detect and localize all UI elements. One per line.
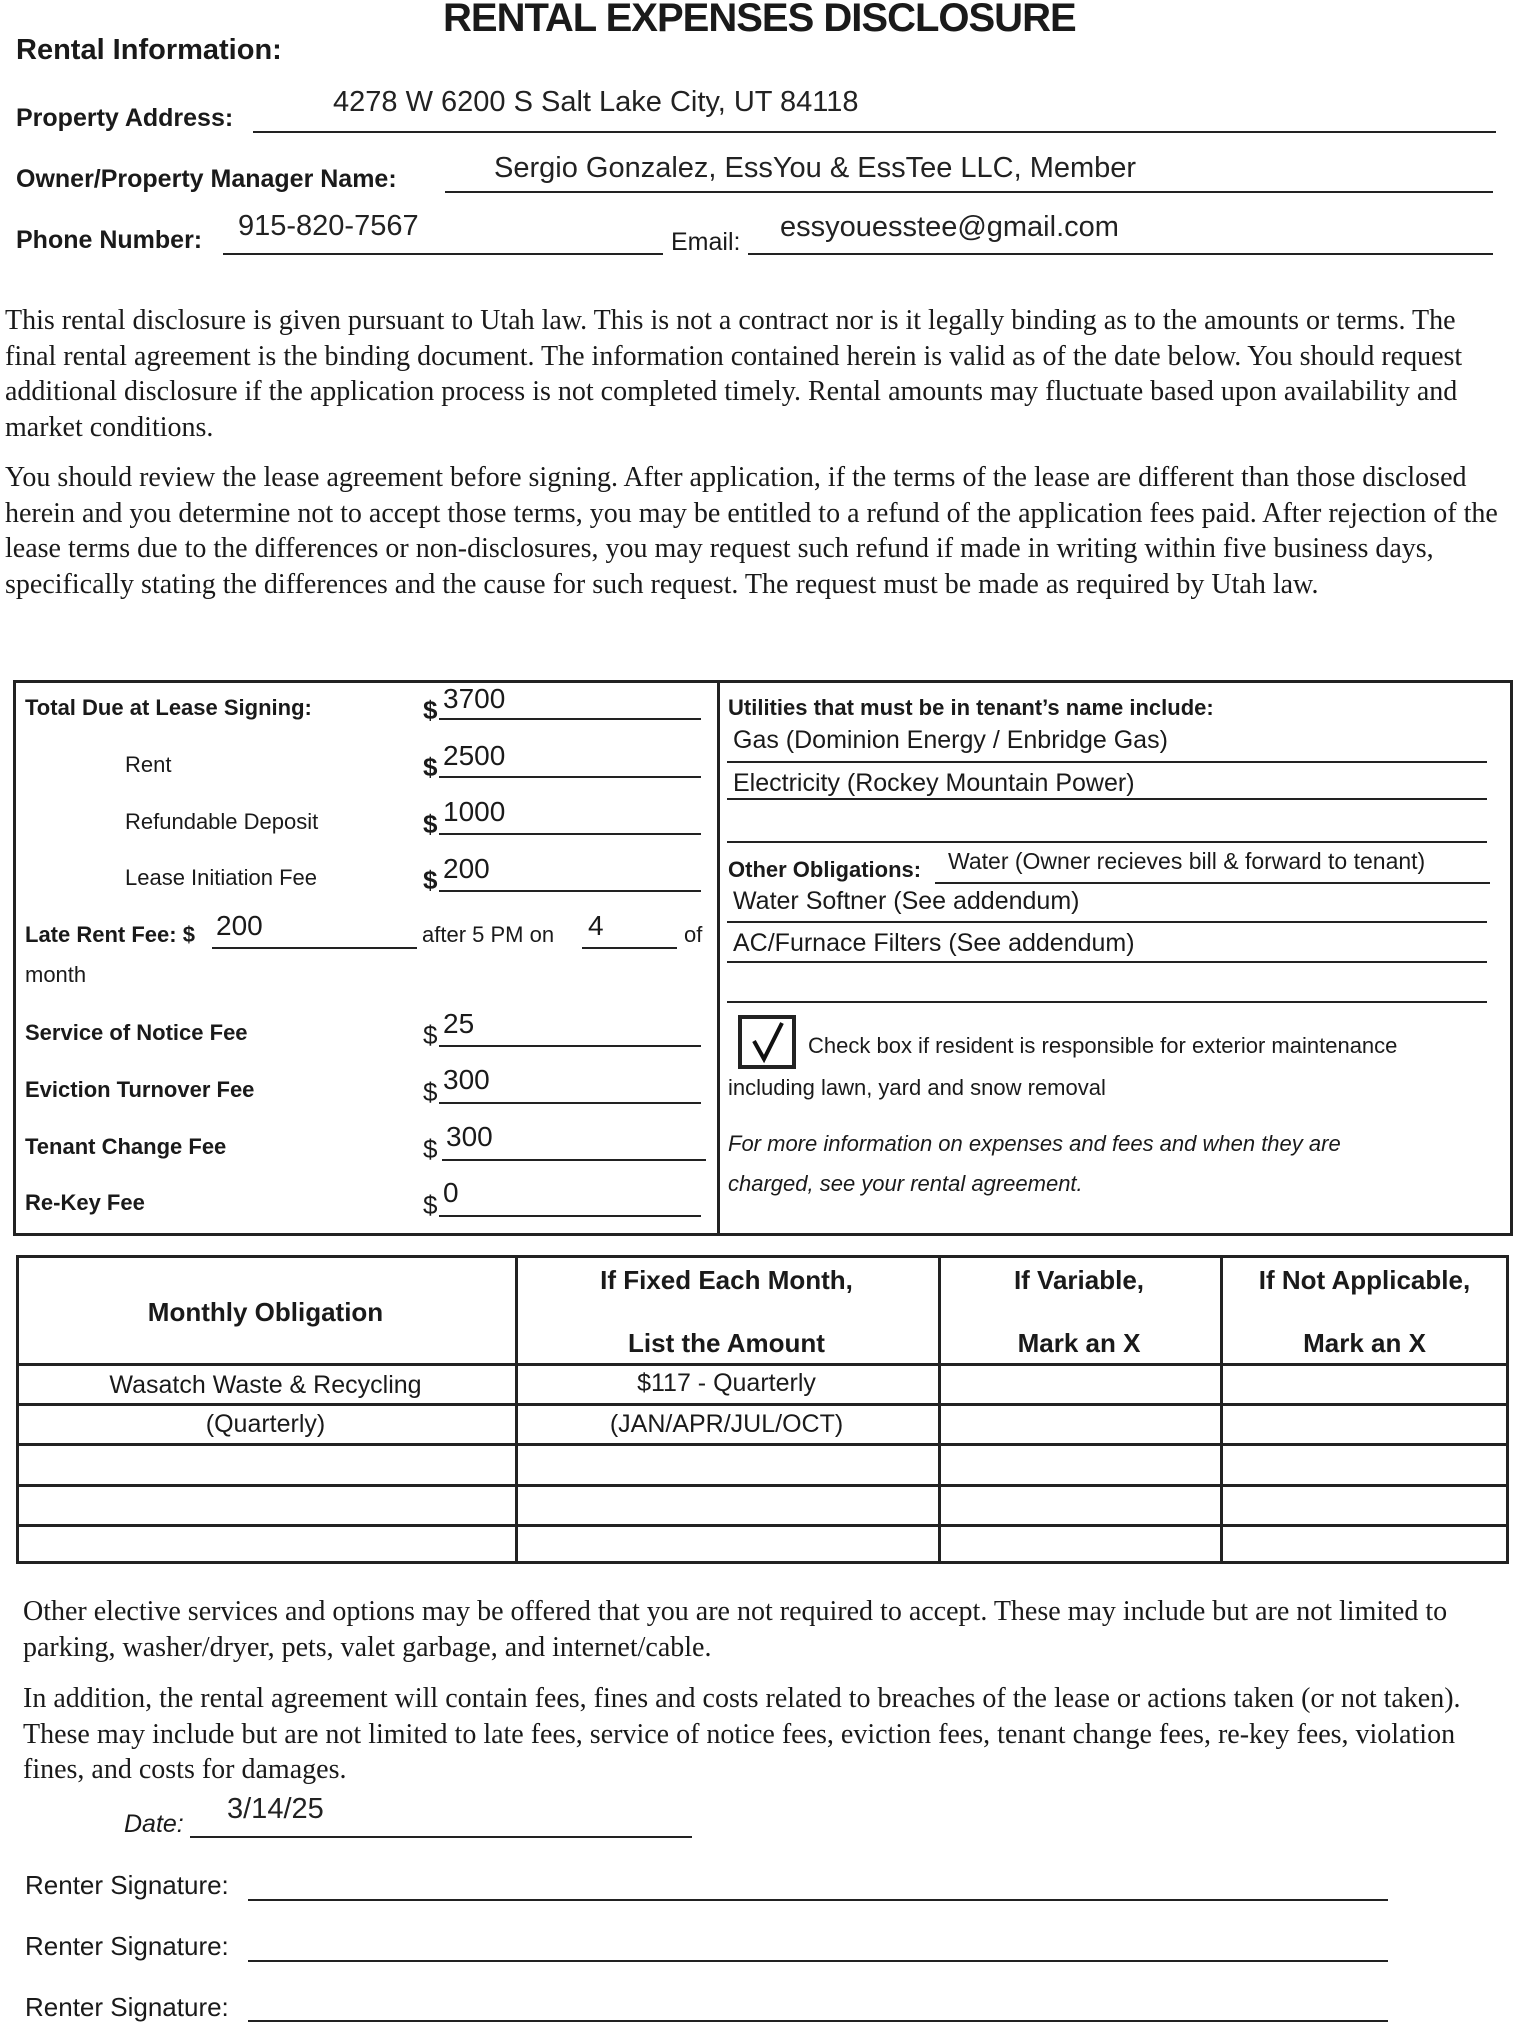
deposit-label: Refundable Deposit <box>125 809 319 834</box>
checkmark-icon <box>742 1019 792 1065</box>
rekey-fee-label: Re-Key Fee <box>25 1190 145 1215</box>
table-cell[interactable]: $117 - Quarterly <box>637 1369 816 1397</box>
rekey-fee-line <box>439 1215 701 1217</box>
currency-symbol: $ <box>423 865 438 895</box>
other-obligation-item[interactable]: Water Softner (See addendum) <box>733 887 1080 915</box>
utility-line <box>727 798 1487 800</box>
currency-symbol: $ <box>423 809 438 839</box>
elective-services-paragraph: Other elective services and options may be offered that you are not required to accept. These may include but are not limited to parking, washer/dryer, pets, valet garbage, and internet/cable. <box>23 1596 1448 1663</box>
tenant-change-fee-line <box>442 1159 706 1161</box>
eviction-fee-line <box>439 1102 701 1104</box>
rent-label: Rent <box>125 752 172 777</box>
other-obligations-label: Other Obligations: <box>728 857 922 882</box>
fees-box-divider <box>717 680 720 1233</box>
table-row-divider <box>16 1524 1509 1527</box>
property-address-label: Property Address: <box>16 104 234 132</box>
notice-fee-value[interactable]: 25 <box>443 1008 475 1039</box>
notice-fee-line <box>439 1045 701 1047</box>
initiation-fee-line <box>439 890 701 892</box>
table-header-not-applicable: If Not Applicable, <box>1258 1265 1471 1295</box>
exterior-maintenance-text: Check box if resident is responsible for exterior maintenance <box>808 1033 1398 1058</box>
date-field[interactable]: 3/14/25 <box>227 1793 324 1825</box>
other-obligation-line <box>727 961 1487 963</box>
utility-item[interactable]: Gas (Dominion Energy / Enbridge Gas) <box>733 726 1168 754</box>
late-fee-label: Late Rent Fee: $ <box>25 922 195 947</box>
rekey-fee-value[interactable]: 0 <box>443 1177 459 1208</box>
email-line <box>748 253 1493 255</box>
tenant-change-fee-label: Tenant Change Fee <box>25 1134 227 1159</box>
table-header-fixed-2: List the Amount <box>628 1328 825 1358</box>
renter-signature-line[interactable] <box>248 2020 1388 2022</box>
table-header-fixed: If Fixed Each Month, <box>600 1265 853 1295</box>
eviction-fee-value[interactable]: 300 <box>443 1064 490 1095</box>
late-fee-value[interactable]: 200 <box>216 910 263 941</box>
table-column-divider <box>938 1255 941 1564</box>
other-obligation-item[interactable]: AC/Furnace Filters (See addendum) <box>733 929 1135 957</box>
expenses-note-2: charged, see your rental agreement. <box>728 1171 1083 1196</box>
tenant-change-fee-value[interactable]: 300 <box>446 1121 493 1152</box>
rent-value[interactable]: 2500 <box>443 740 506 771</box>
intro-paragraph-1: This rental disclosure is given pursuant to Utah law. This is not a contract nor is it legally binding as to the amounts or terms. The final rental agreement is the binding document. The information contained herein is valid as of the date below. You should request additional disclosure if the application process is not completed timely. Rental amounts may fluctuate based upon availability and market conditions. <box>5 305 1463 443</box>
owner-field[interactable]: Sergio Gonzalez, EssYou & EssTee LLC, Member <box>494 152 1137 184</box>
intro-paragraph-2: You should review the lease agreement before signing. After application, if the terms of the lease are different than those disclosed herein and you determine not to accept those terms, you may be entitled to a refund of the application fees paid. After rejection of the lease terms due to the differences or non-disclosures, you may request such refund if made in writing within five business days, specifically stating the differences and the cause for such request. The request must be made as required by Utah law. <box>5 462 1498 600</box>
other-obligation-line <box>727 1001 1487 1003</box>
owner-label: Owner/Property Manager Name: <box>16 165 397 193</box>
expenses-note: For more information on expenses and fees and when they are <box>728 1131 1341 1156</box>
total-due-value[interactable]: 3700 <box>443 683 506 714</box>
table-header-variable: If Variable, <box>1013 1265 1145 1295</box>
other-obligation-line <box>935 882 1490 884</box>
table-row-divider <box>16 1403 1509 1406</box>
utility-item[interactable]: Electricity (Rockey Mountain Power) <box>733 769 1135 797</box>
late-fee-line <box>212 947 417 949</box>
email-label: Email: <box>671 228 741 256</box>
deposit-line <box>439 833 701 835</box>
property-address-field[interactable]: 4278 W 6200 S Salt Lake City, UT 84118 <box>333 86 859 118</box>
utility-line <box>727 761 1487 763</box>
currency-symbol: $ <box>423 1190 438 1220</box>
renter-signature-label: Renter Signature: <box>25 1992 229 2022</box>
renter-signature-label: Renter Signature: <box>25 1931 229 1961</box>
table-cell[interactable]: (Quarterly) <box>205 1410 326 1438</box>
rental-info-heading: Rental Information: <box>16 34 282 66</box>
total-due-line <box>439 718 701 720</box>
owner-line <box>445 191 1493 193</box>
utilities-heading: Utilities that must be in tenant’s name include: <box>728 695 1214 720</box>
other-obligation-line <box>727 921 1487 923</box>
currency-symbol: $ <box>423 1020 438 1050</box>
initiation-fee-value[interactable]: 200 <box>443 853 490 884</box>
renter-signature-line[interactable] <box>248 1899 1388 1901</box>
renter-signature-label: Renter Signature: <box>25 1870 229 1900</box>
email-field[interactable]: essyouesstee@gmail.com <box>780 211 1119 243</box>
eviction-fee-label: Eviction Turnover Fee <box>25 1077 255 1102</box>
late-day-line <box>582 947 677 949</box>
table-cell[interactable]: Wasatch Waste & Recycling <box>109 1371 422 1399</box>
late-day-value[interactable]: 4 <box>588 910 604 941</box>
date-line <box>190 1836 692 1838</box>
renter-signature-line[interactable] <box>248 1960 1388 1962</box>
table-row-divider <box>16 1443 1509 1446</box>
notice-fee-label: Service of Notice Fee <box>25 1020 248 1045</box>
exterior-maintenance-text-2: including lawn, yard and snow removal <box>728 1075 1106 1100</box>
table-row-divider <box>16 1363 1509 1366</box>
property-address-line <box>253 131 1496 133</box>
table-row-divider <box>16 1484 1509 1487</box>
phone-label: Phone Number: <box>16 226 203 254</box>
late-month-text: month <box>25 962 87 987</box>
currency-symbol: $ <box>423 1077 438 1107</box>
currency-symbol: $ <box>423 752 438 782</box>
table-cell[interactable]: (JAN/APR/JUL/OCT) <box>609 1410 844 1438</box>
page-title: RENTAL EXPENSES DISCLOSURE <box>443 0 1076 40</box>
date-label: Date: <box>124 1810 184 1838</box>
late-after-text: after 5 PM on <box>422 922 555 947</box>
phone-field[interactable]: 915-820-7567 <box>238 210 419 242</box>
total-due-label: Total Due at Lease Signing: <box>25 695 312 720</box>
table-header-not-applicable-2: Mark an X <box>1303 1328 1426 1358</box>
other-obligation-item[interactable]: Water (Owner recieves bill & forward to tenant) <box>948 848 1426 874</box>
phone-line <box>223 253 663 255</box>
deposit-value[interactable]: 1000 <box>443 796 506 827</box>
initiation-fee-label: Lease Initiation Fee <box>125 865 318 890</box>
fees-fines-paragraph: In addition, the rental agreement will contain fees, fines and costs related to breaches of the lease or actions taken (or not taken). These may include but are not limited to late fees, service of notice fees, eviction fees, tenant change fees, re-key fees, violation fines, and costs for damages. <box>23 1683 1461 1785</box>
table-header-variable-2: Mark an X <box>1017 1328 1141 1358</box>
utility-line <box>727 841 1487 843</box>
late-of-text: of <box>684 922 703 947</box>
currency-symbol: $ <box>423 695 438 725</box>
currency-symbol: $ <box>423 1134 438 1164</box>
table-header-monthly-obligation: Monthly Obligation <box>147 1297 384 1327</box>
exterior-maintenance-checkbox[interactable] <box>738 1015 796 1069</box>
table-column-divider <box>1220 1255 1223 1564</box>
rent-line <box>439 776 701 778</box>
